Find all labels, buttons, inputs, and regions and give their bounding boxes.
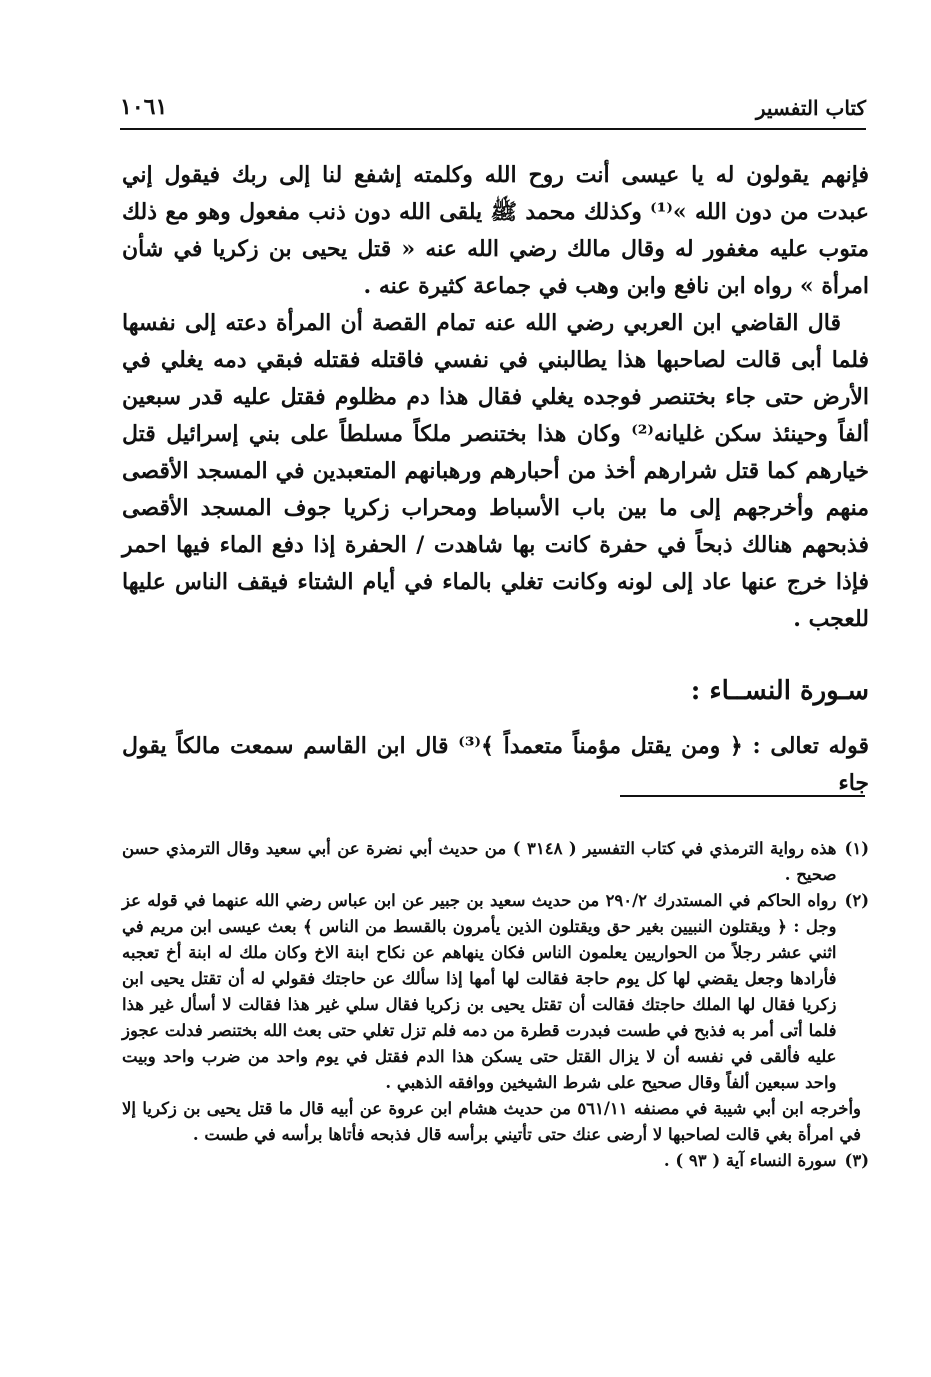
footnotes — [122, 836, 869, 1174]
running-header — [120, 92, 866, 130]
footnote-separator — [620, 795, 865, 797]
footnote-number: (١) — [844, 839, 869, 858]
footnote-text: وأخرجه ابن أبي شيبة في مصنفه ٥٦١/١١ من حديث هشام ابن عروة عن أبيه قال ما قتل يحيى بن زكريا إلا في امرأة بغي قالت لصاحبها لا أرضى عنك حتى تأتيني برأسه قال فذبحه فأتاها برأسه في طست . — [122, 1099, 861, 1144]
footnote-number: (٢) — [844, 891, 869, 910]
footnote — [122, 888, 869, 1096]
verse-line: قوله تعالى : ﴿ ومن يقتل مؤمناً متعمداً ﴾⁽³⁾ قال ابن القاسم سمعت مالكاً يقول جاء — [122, 733, 869, 796]
paragraph: قال القاضي ابن العربي رضي الله عنه تمام القصة أن المرأة دعته إلى نفسها فلما أبى قالت لصاحبها هذا يطالبني في نفسي فاقتله فقتله فبقي دمه يغلي في الأرض حتى جاء بختنصر فوجده يغلي فقال هذا دم مظلوم فقتل عليه قدر سبعين ألفاً وحينئذ سكن غليانه⁽²⁾ وكان هذا بختنصر ملكاً مسلطاً على بني إسرائيل قتل خيارهم كما قتل شرارهم أخذ من أحبارهم ورهبانهم المتعبدين في المسجد الأقصى منهم وأخرجهم إلى ما بين باب الأسباط ومحراب زكريا جوف المسجد الأقصى فذبحهم هنالك ذبحاً في حفرة كانت بها شاهدت / الحفرة إذا دفع الماء فيها احمر فإذا خرج عنها عاد إلى لونه وكانت تغلي بالماء في أيام الشتاء فيقف الناس عليها للعجب . — [122, 310, 869, 632]
footnote — [122, 1148, 869, 1174]
main-text — [122, 157, 869, 638]
footnote-continuation — [122, 1096, 869, 1148]
book-title: كتاب التفسير — [755, 96, 866, 120]
page-number: ١٠٦١ — [120, 94, 168, 120]
section-heading: سـورة النســاء : — [690, 676, 869, 706]
footnote-text: هذه رواية الترمذي في كتاب التفسير ( ٣١٤٨ ) من حديث أبي نضرة عن أبي سعيد وقال الترمذي حسن صحيح . — [122, 839, 837, 884]
footnote-text: سورة النساء آية ( ٩٣ ) . — [663, 1151, 837, 1170]
paragraph: فإنهم يقولون له يا عيسى أنت روح الله وكلمته إشفع لنا إلى ربك فيقول إني عبدت من دون الله »⁽¹⁾ وكذلك محمد ﷺ يلقى الله دون ذنب مفعول وهو مع ذلك متوب عليه مغفور له وقال مالك رضي الله عنه « قتل يحيى بن زكريا في شأن امرأة » رواه ابن نافع وابن وهب في جماعة كثيرة عنه . — [122, 162, 870, 299]
footnote-number: (٣) — [844, 1151, 869, 1170]
footnote — [122, 836, 869, 888]
footnote-text: رواه الحاكم في المستدرك ٢٩٠/٢ من حديث سعيد بن جبير عن ابن عباس رضي الله عنهما في قوله عز وجل : ﴿ ويقتلون النبيين بغير حق ويقتلون الذين يأمرون بالقسط من الناس ﴾ بعث عيسى ابن مريم في اثني عشر رجلاً من الحواريين يعلمون الناس فكان ينهاهم عن نكاح ابنة الاخ وكان ملك له ابنة أخ تعجبه فأرادها وجعل يقضي لها كل يوم حاجة فقالت لها أمها إذا سألك عن حاجتك فقولي له أن تقتل يحيى ابن زكريا فقال لها الملك حاجتك فقالت أن تقتل يحيى بن زكريا فقال سلي غير هذا فقالت لا أسأل غير هذا فلما أتى أمر به فذبح في طست فبدرت قطرة من دمه فلم تزل تغلي حتى بعث الله بختنصر فدلت عجوز عليه فألقى في نفسه أن لا يزال القتل حتى يسكن هذا الدم فقتل في يوم واحد من ضرب واحد وبيت واحد سبعين ألفاً وقال صحيح على شرط الشيخين ووافقه الذهبي . — [122, 891, 837, 1092]
